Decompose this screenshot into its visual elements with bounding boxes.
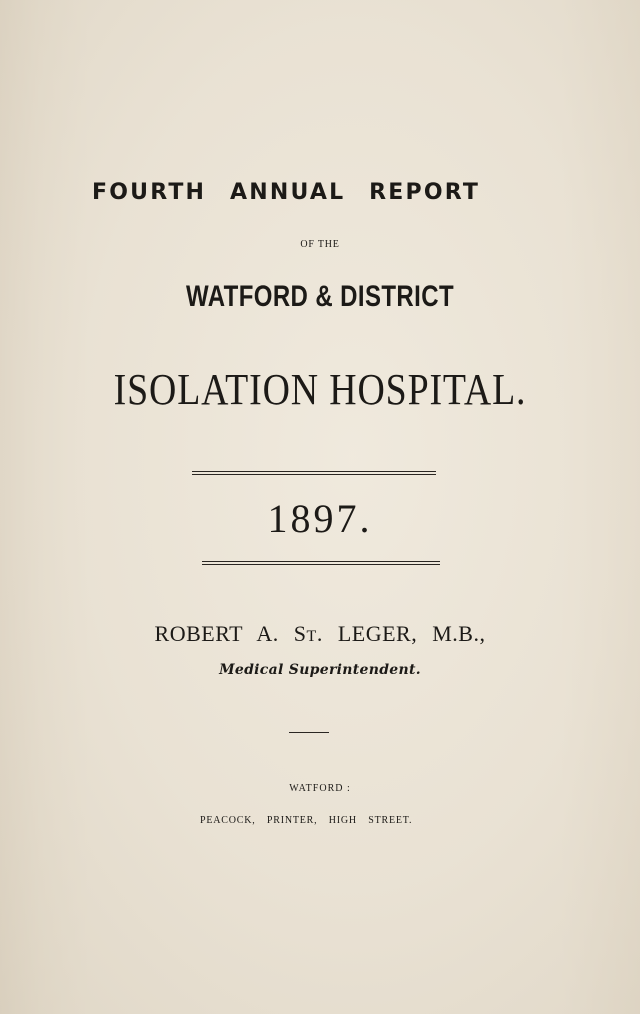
author-name-part2: . LEGER, M.B.,: [316, 621, 486, 646]
institution-name: ISOLATION HOSPITAL.: [113, 365, 527, 414]
author-name: [0, 621, 640, 647]
author-name-st-s: S: [293, 621, 307, 646]
author-name-part1: ROBERT A.: [154, 621, 294, 646]
organization-name: WATFORD & DISTRICT: [185, 280, 455, 313]
report-year: 1897.: [267, 496, 373, 541]
author-role: Medical Superintendent.: [219, 662, 421, 678]
double-rule-top: [192, 471, 436, 475]
short-divider: [289, 732, 329, 733]
author-name-st-t: T: [306, 628, 317, 645]
imprint-city: WATFORD :: [289, 783, 351, 794]
of-the-label: OF THE: [300, 239, 340, 250]
double-rule-bottom: [202, 561, 440, 565]
imprint-printer: PEACOCK, PRINTER, HIGH STREET.: [200, 815, 413, 826]
report-title: FOURTH ANNUAL REPORT: [92, 180, 481, 205]
